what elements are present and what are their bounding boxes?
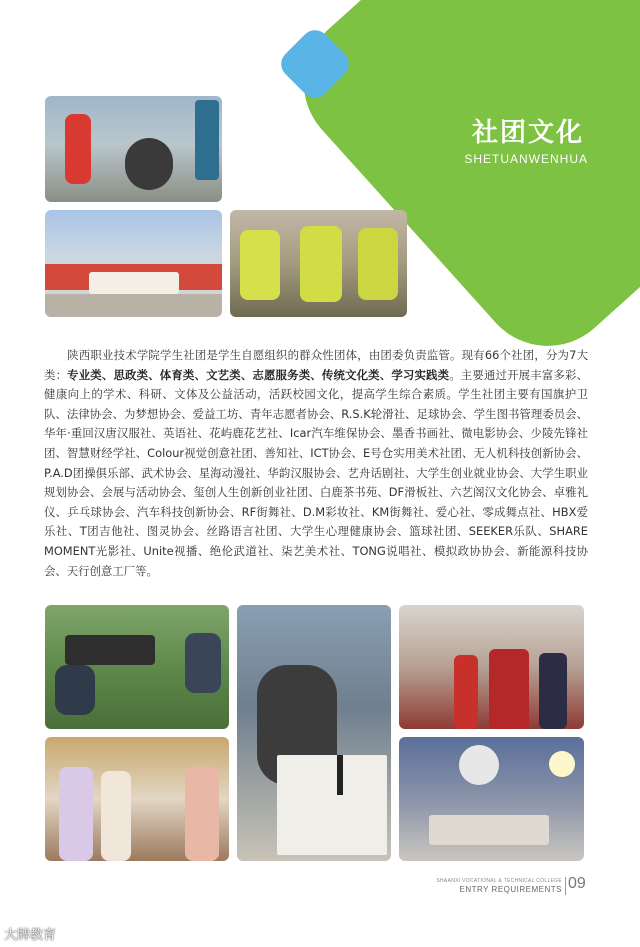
footer-divider — [565, 877, 566, 895]
club-description — [44, 346, 588, 581]
club-intro-text: 陕西职业技术学院学生社团是学生自愿组织的群众性团体，由团委负责监管。现有66个社团，分为7大类： — [44, 348, 588, 382]
photo-calligraphy — [237, 605, 391, 861]
club-list-text: 。主要通过开展丰富多彩、健康向上的学术、科研、文体及公益活动，活跃校园文化，提高学生综合素质。学生社团主要有国旗护卫队、法律协会、为梦想协会、爱益工坊、青年志愿者协会、R.S.K轮滑社、足球协会、学生图书管理委员会、华年·重回汉唐汉服社、英语社、花屿鹿花艺社、Icar汽车维保协会、墨香书画社、微电影协会、少陵先锋社团、智慧财经学社、Colour视觉创意社团、善知社、ICT协会、E号仓实用美术社团、无人机科技创新协会、P.A.D团操俱乐部、武术协会、星海动漫社、华韵汉服协会、艺舟话剧社、大学生创业就业协会、大学生职业规划协会、会展与活动协会、玺创人生创新创业社团、白鹿茶书苑、DF滑板社、六艺阁汉文化协会、卓雅礼仪、乒乓球协会、汽车科技创新协会、RF街舞社、D.M彩妆社、KM街舞社、爱心社、零成舞点社、HBX爱乐社、T团吉他社、图灵协会、丝路语言社团、大学生心理健康协会、篮球社团、SEEKER乐队、SHARE MOMENT光影社、Unite视播、绝伦武道社、柒艺美术社、TONG说唱社、模拟政协协会、新能源科技协会、天行创意工厂等。 — [44, 367, 588, 578]
page-number: 09 — [568, 875, 586, 892]
section-subtitle: SHETUANWENHUA — [464, 152, 588, 166]
section-title: 社团文化 — [471, 118, 584, 148]
watermark-logo: 大牌教育 — [4, 928, 57, 943]
photo-drone-club — [45, 605, 229, 729]
photo-studio-broadcast — [399, 737, 584, 861]
club-categories-text: 专业类、思政类、体育类、文艺类、志愿服务类、传统文化类、学习实践类 — [67, 367, 450, 382]
photo-hanfu-performance — [399, 605, 584, 729]
footer-college-name: SHAANXI VOCATIONAL & TECHNICAL COLLEGE — [436, 878, 562, 884]
photo-tea-ceremony — [45, 737, 229, 861]
photo-first-aid-volunteers — [45, 210, 222, 317]
footer-section-name: ENTRY REQUIREMENTS — [459, 885, 562, 894]
photo-volunteer-group — [230, 210, 407, 317]
photo-volunteer-wheelchair — [45, 96, 222, 202]
